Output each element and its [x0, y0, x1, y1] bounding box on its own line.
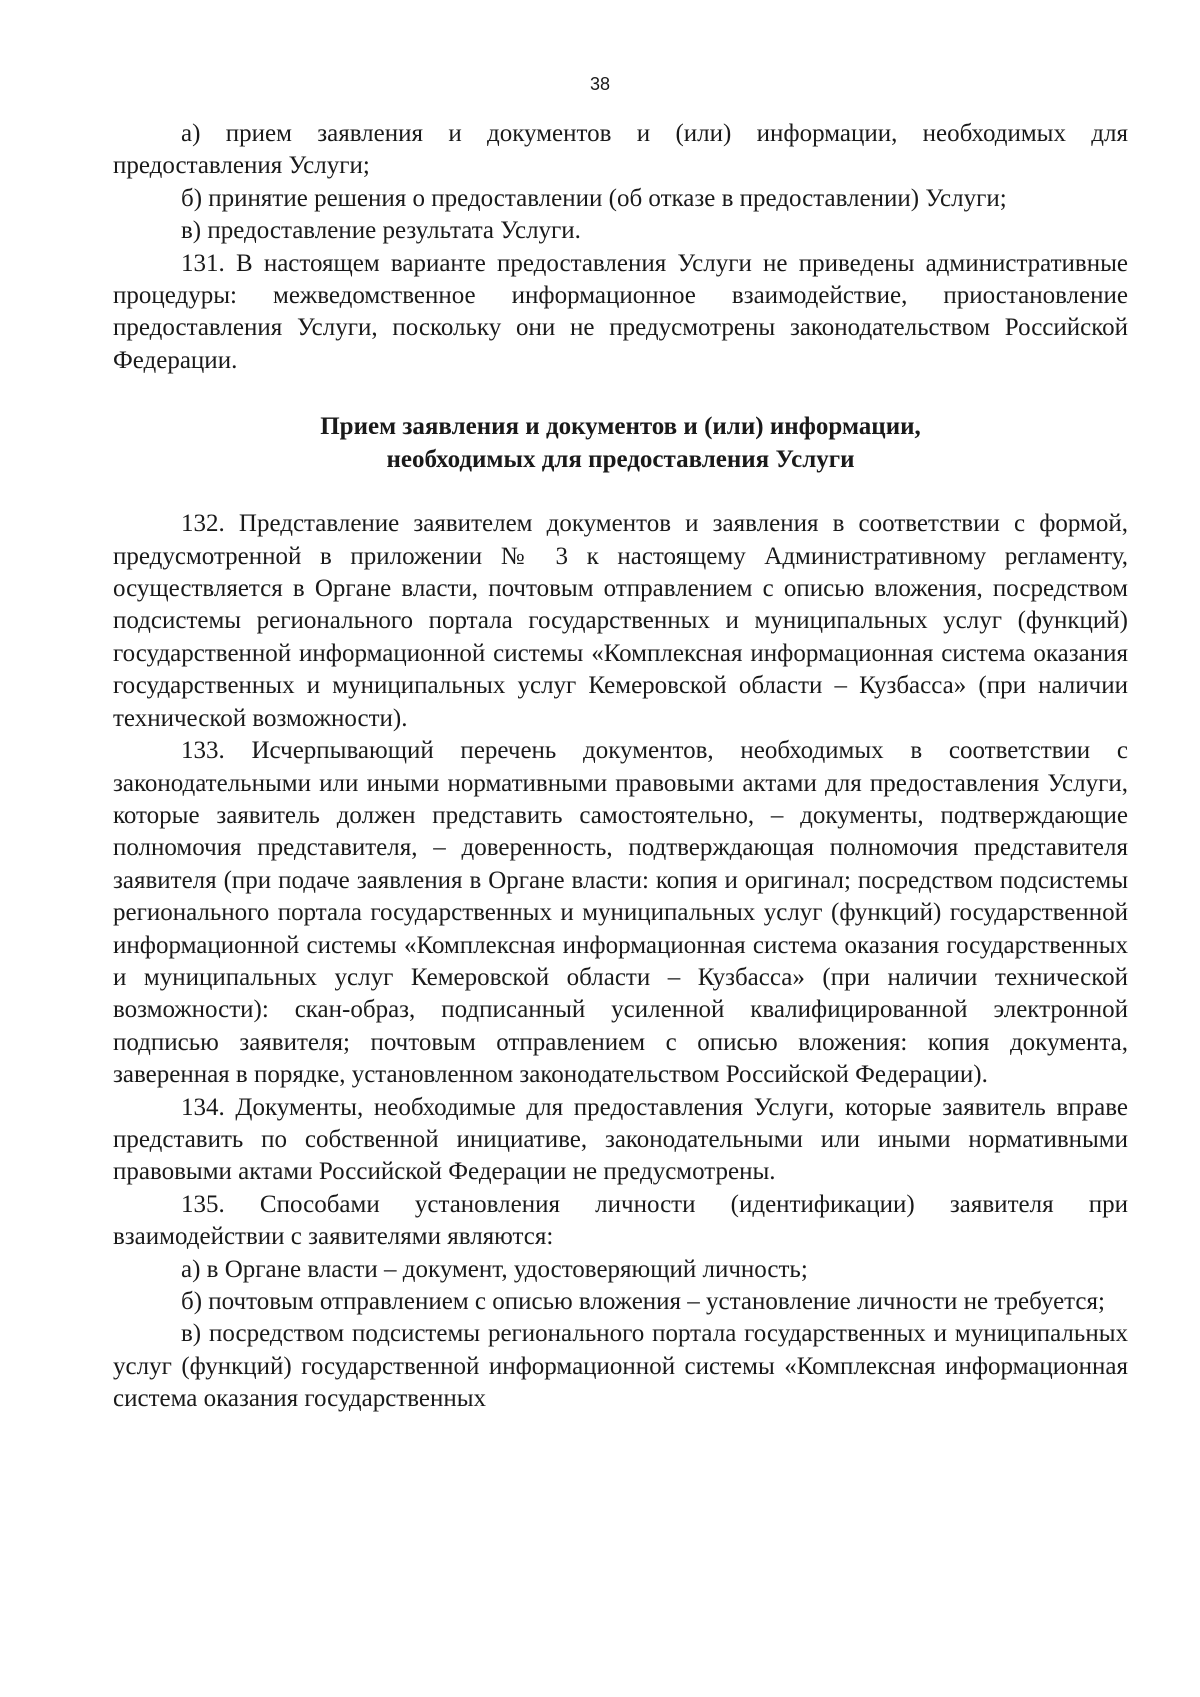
paragraph-132: 132. Представление заявителем документов и заявления в соответствии с формой, предусмотренной в приложении № 3 к настоящему Административному регламенту, осуществляется в Органе власти, почтовым отправлением с описью вложения, посредством подсистемы регионального портала государственных и муниципальных услуг (функций) государственной информационной системы «Комплексная информационная система оказания государственных и муниципальных услуг Кемеровской области – Кузбасса» (при наличии технической возможности).	[113, 510, 1128, 732]
section-heading-line-2: необходимых для предоставления Услуги	[386, 446, 855, 474]
paragraph-135-item-v: в) посредством подсистемы регионального портала государственных и муниципальных услуг (функций) государственной информационной системы «Комплексная информационная система оказания государственных	[113, 1320, 1128, 1413]
paragraph-135: 135. Способами установления личности (идентификации) заявителя при взаимодействии с заявителями являются:	[113, 1190, 1128, 1251]
paragraph-item-a: а) прием заявления и документов и (или) информации, необходимых для предоставления Услуги;	[113, 120, 1128, 180]
paragraph-item-b: б) принятие решения о предоставлении (об отказе в предоставлении) Услуги;	[181, 184, 1007, 212]
section-heading	[113, 410, 1128, 476]
section-heading-line-1: Прием заявления и документов и (или) информации,	[320, 413, 921, 441]
paragraph-134: 134. Документы, необходимые для предоставления Услуги, которые заявитель вправе представить по собственной инициативе, законодательными или иными нормативными правовыми актами Российской Федерации не предусмотрены.	[113, 1093, 1128, 1186]
document-body	[113, 118, 1128, 1416]
paragraph-131: 131. В настоящем варианте предоставления Услуги не приведены административные процедуры: межведомственное информационное взаимодействие, приостановление предоставления Услуги, поскольку они не предусмотрены законодательством Российской Федерации.	[113, 249, 1128, 374]
paragraph-item-v: в) предоставление результата Услуги.	[181, 217, 581, 245]
paragraph-135-item-b: б) почтовым отправлением с описью вложения – установление личности не требуется;	[181, 1288, 1105, 1315]
page-number: 38	[589, 74, 611, 94]
paragraph-133: 133. Исчерпывающий перечень документов, необходимых в соответствии с законодательными или иными нормативными правовыми актами для предоставления Услуги, которые заявитель должен представить самостоятельно, – документы, подтверждающие полномочия представителя, – доверенность, подтверждающая полномочия представителя заявителя (при подаче заявления в Органе власти: копия и оригинал; посредством подсистемы регионального портала государственных и муниципальных услуг (функций) государственной информационной системы «Комплексная информационная система оказания государственных и муниципальных услуг Кемеровской области – Кузбасса» (при наличии технической возможности): скан-образ, подписанный усиленной квалифицированной электронной подписью заявителя; почтовым отправлением с описью вложения: копия документа, заверенная в порядке, установленном законодательством Российской Федерации).	[113, 737, 1128, 1089]
paragraph-135-item-a: а) в Органе власти – документ, удостоверяющий личность;	[181, 1255, 808, 1283]
